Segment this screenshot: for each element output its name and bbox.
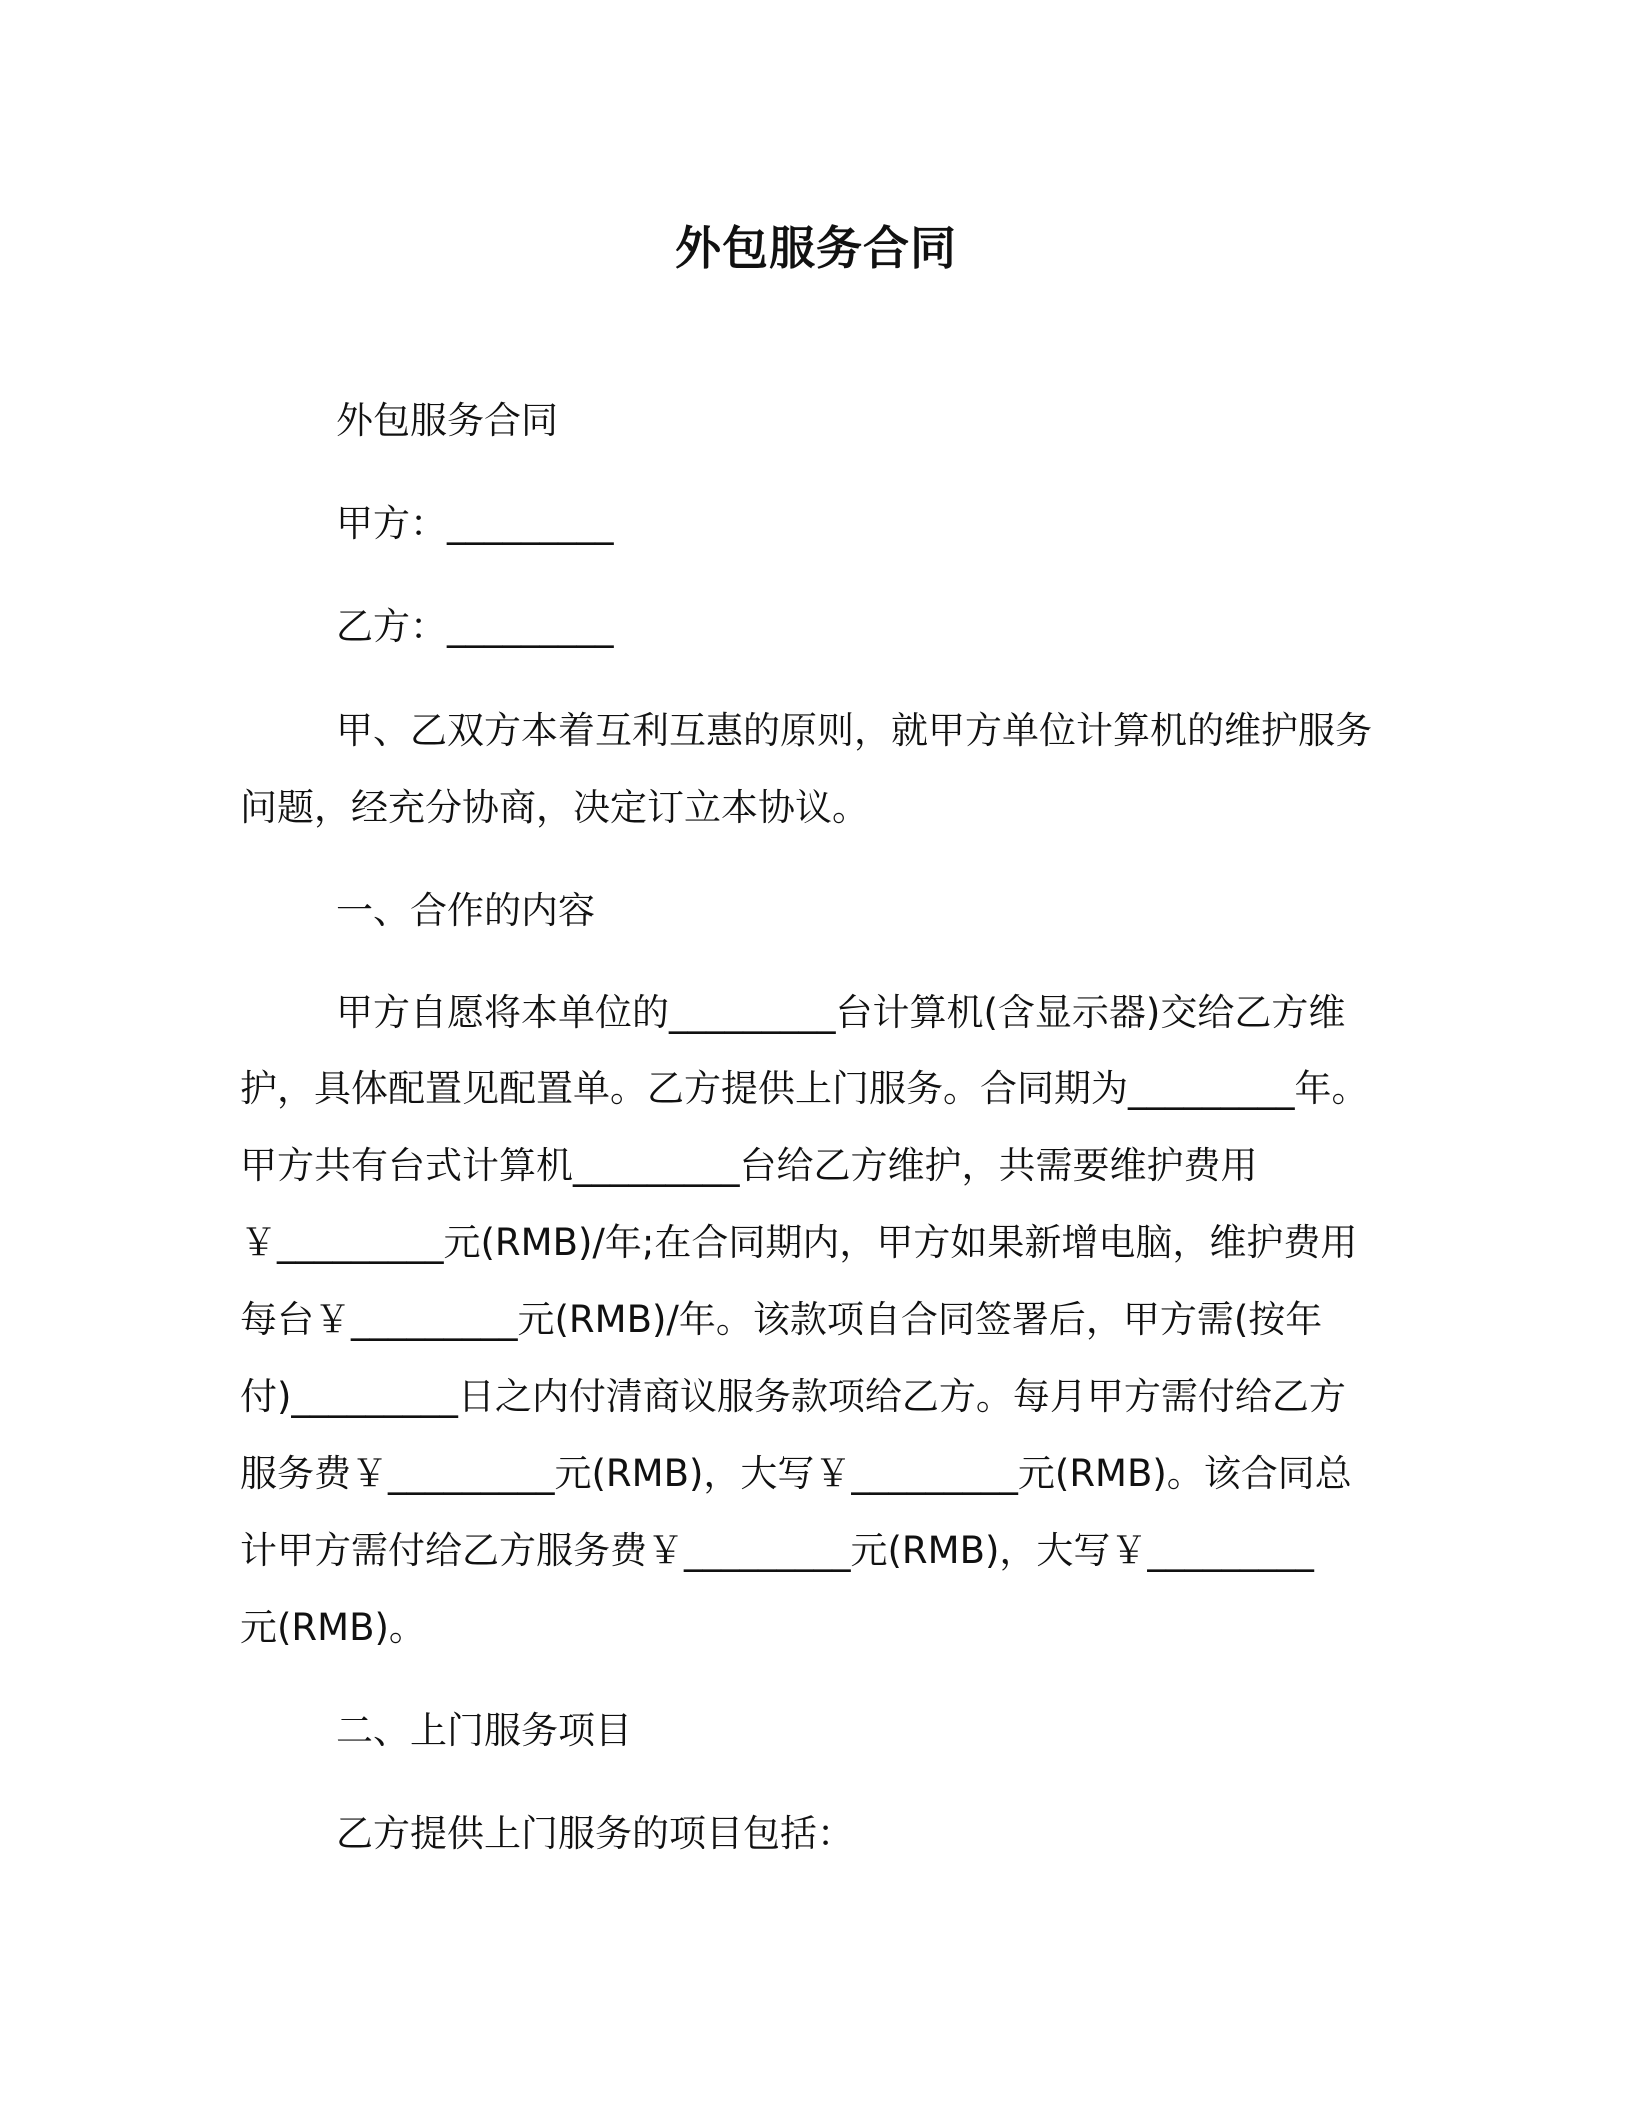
intro-paragraph-line-2: 问题，经充分协商，决定订立本协议。 — [240, 786, 869, 829]
section-heading-1: 一、合作的内容 — [336, 889, 595, 932]
document-title: 外包服务合同 — [675, 221, 957, 275]
section-heading-2: 二、上门服务项目 — [336, 1709, 632, 1752]
subtitle-line: 外包服务合同 — [336, 399, 558, 442]
section1-paragraph-line-2: 护，具体配置见配置单。乙方提供上门服务。合同期为_________年。 — [240, 1067, 1369, 1110]
section1-paragraph-line-4: ￥_________元(RMB)/年;在合同期内，甲方如果新增电脑，维护费用 — [240, 1221, 1358, 1264]
party-b-line: 乙方：_________ — [336, 605, 614, 648]
section1-paragraph-line-3: 甲方共有台式计算机_________台给乙方维护，共需要维护费用 — [240, 1144, 1258, 1187]
section1-paragraph-line-7: 服务费￥_________元(RMB)，大写￥_________元(RMB)。该合同总 — [240, 1452, 1352, 1495]
section1-paragraph-line-5: 每台￥_________元(RMB)/年。该款项自合同签署后，甲方需(按年 — [240, 1298, 1323, 1341]
intro-paragraph-line-1: 甲、乙双方本着互利互惠的原则，就甲方单位计算机的维护服务 — [336, 709, 1372, 752]
section2-paragraph-line-1: 乙方提供上门服务的项目包括： — [336, 1812, 854, 1855]
party-a-line: 甲方：_________ — [336, 502, 614, 545]
section1-paragraph-line-1: 甲方自愿将本单位的_________台计算机(含显示器)交给乙方维 — [336, 991, 1346, 1034]
section1-paragraph-line-8: 计甲方需付给乙方服务费￥_________元(RMB)，大写￥_________ — [240, 1529, 1314, 1572]
section1-paragraph-line-6: 付)_________日之内付清商议服务款项给乙方。每月甲方需付给乙方 — [240, 1375, 1346, 1418]
section1-paragraph-line-9: 元(RMB)。 — [240, 1606, 426, 1649]
